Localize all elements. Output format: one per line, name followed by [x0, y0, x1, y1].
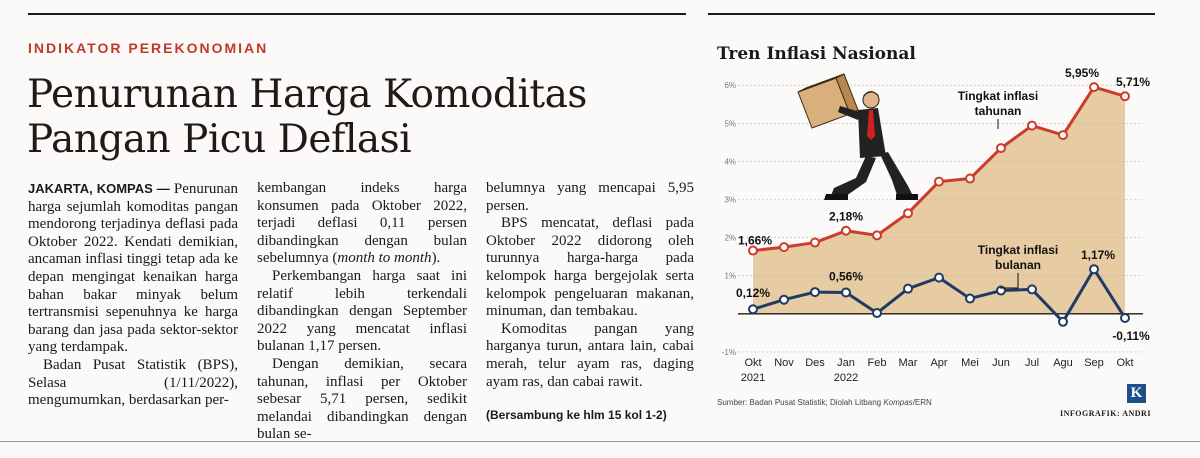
x-tick-label: Mar [898, 357, 918, 369]
monthly-point [873, 309, 881, 317]
annual-point [842, 227, 850, 235]
y-tick-label: 3% [724, 195, 736, 205]
monthly-point [1059, 318, 1067, 326]
x-year-label: 2021 [740, 372, 766, 384]
monthly-data-label: -0,11% [1112, 328, 1150, 343]
monthly-data-label: 0,56% [828, 269, 864, 284]
monthly-point [811, 288, 819, 296]
monthly-data-label: 0,12% [735, 286, 771, 301]
annual-data-label: 5,95% [1064, 66, 1100, 81]
y-tick-label: 1% [724, 271, 736, 281]
x-year-label: 2022 [833, 372, 859, 384]
annual-point [966, 175, 974, 183]
y-tick-label: -1% [721, 347, 736, 357]
article-column-1 [28, 180, 238, 410]
paragraph: BPS mencatat, deflasi pada Oktober 2022 didorong oleh turunnya harga-harga pada kelompok harga bergejolak serta kelompok pengeluaran makanan, minuman, dan tembakau. [486, 215, 694, 320]
inflation-chart [700, 66, 1160, 396]
monthly-point [966, 295, 974, 303]
paragraph: Perkembangan harga saat ini relatif lebih terkendali dibandingkan dengan September 2022 yang mencatat inflasi bulanan 1,17 persen. [257, 267, 467, 355]
monthly-point [749, 305, 757, 313]
monthly-series-name: bulanan [994, 258, 1042, 272]
annual-point [997, 144, 1005, 152]
annual-point [1028, 122, 1036, 130]
x-tick-label: Feb [867, 357, 887, 369]
x-tick-label: Sep [1084, 357, 1104, 369]
x-tick-label: Nov [774, 357, 794, 369]
x-tick-label: Jun [992, 357, 1010, 369]
headline-line-1: Penurunan Harga Komoditas [27, 72, 587, 117]
y-tick-label: 6% [724, 81, 736, 91]
chart-title: Tren Inflasi Nasional [717, 44, 916, 64]
kompas-logo: K [1127, 384, 1146, 403]
x-tick-label: Okt [1116, 357, 1134, 369]
x-tick-label: Okt [744, 357, 762, 369]
article-column-2 [257, 180, 467, 444]
kicker: INDIKATOR PEREKONOMIAN [28, 40, 269, 56]
paragraph: Dengan demikian, secara tahunan, inflasi per Oktober sebesar 5,71 persen, sedikit melandai dibandingkan dengan bulan se- [257, 355, 467, 443]
annual-data-label: 1,66% [737, 233, 773, 248]
y-tick-label: 2% [724, 233, 736, 243]
monthly-point [935, 274, 943, 282]
x-tick-label: Jan [837, 357, 855, 369]
x-tick-label: Des [805, 357, 825, 369]
x-tick-label: Agu [1053, 357, 1073, 369]
annual-point [780, 243, 788, 251]
annual-data-label: 2,18% [828, 209, 864, 224]
annual-point [811, 239, 819, 247]
top-rule [28, 13, 686, 15]
paragraph: Komoditas pangan yang harganya turun, antara lain, cabai merah, telur ayam ras, daging ayam ras, dan cabai rawit. [486, 320, 694, 390]
monthly-series-name: Tingkat inflasi [977, 243, 1059, 257]
bottom-rule [0, 441, 1200, 442]
monthly-point [1028, 285, 1036, 293]
annual-point [935, 178, 943, 186]
annual-point [904, 209, 912, 217]
annual-series-name: tahunan [974, 104, 1022, 118]
monthly-point [1121, 314, 1129, 322]
monthly-point [842, 288, 850, 296]
annual-point [1121, 92, 1129, 100]
illustration-man-carrying-box [798, 74, 918, 200]
article-column-3 [486, 180, 694, 391]
annual-series-name: Tingkat inflasi [957, 89, 1039, 103]
annual-point [1059, 131, 1067, 139]
chart-source: Sumber: Badan Pusat Statistik; Diolah Litbang Kompas/ERN [717, 398, 932, 407]
annual-point [873, 231, 881, 239]
continuation-note: (Bersambung ke hlm 15 kol 1-2) [486, 408, 667, 422]
paragraph: Badan Pusat Statistik (BPS), Selasa (1/11/2022), mengumumkan, berdasarkan per- [28, 356, 238, 409]
infographic-credit: INFOGRAFIK: ANDRI [1060, 409, 1151, 418]
monthly-data-label: 1,17% [1080, 248, 1116, 263]
dateline: JAKARTA, KOMPAS — [28, 181, 170, 196]
y-tick-label: 4% [724, 157, 736, 167]
paragraph: Penurunan harga sejumlah komoditas pangan mendorong terjadinya deflasi pada Oktober 2022. Kendati demikian, ancaman inflasi tinggi tetap ada ke depan mengingat kenaikan harga bahan bakar minyak belum tertransmisi sepenuhnya ke harga barang dan jasa pada sektor-sektor yang terdampak. [28, 181, 239, 356]
paragraph: belumnya yang mencapai 5,95 persen. [486, 180, 694, 214]
top-rule-right [708, 13, 1155, 15]
headline-line-2: Pangan Picu Deflasi [27, 117, 412, 162]
x-tick-label: Jul [1024, 357, 1040, 369]
x-tick-label: Apr [930, 357, 948, 369]
x-tick-label: Mei [961, 357, 979, 369]
annual-point [1090, 83, 1098, 91]
monthly-point [904, 285, 912, 293]
annual-data-label: 5,71% [1115, 75, 1151, 90]
monthly-point [1090, 265, 1098, 273]
y-tick-label: 5% [724, 119, 736, 129]
annual-point [749, 247, 757, 255]
headline [27, 72, 677, 162]
monthly-point [780, 296, 788, 304]
paragraph: kembangan indeks harga konsumen pada Oktober 2022, terjadi deflasi 0,11 persen dibandingkan dengan bulan sebelumnya (month to month). [257, 180, 467, 267]
